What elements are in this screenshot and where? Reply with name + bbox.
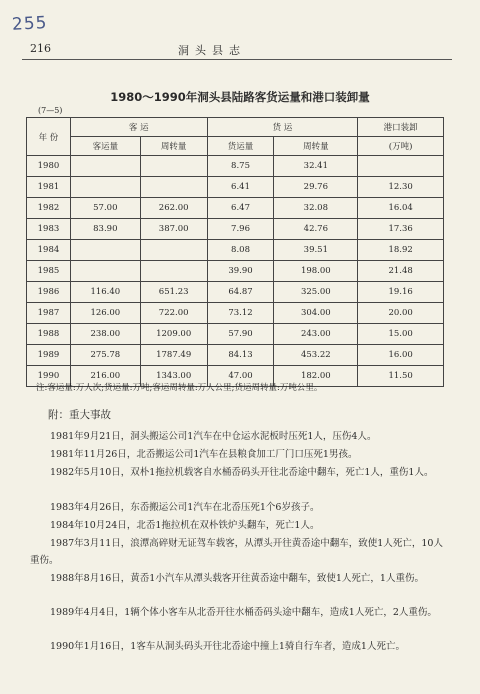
section-title: 附：重大事故 (48, 409, 111, 421)
event-paragraph: 1983年4月26日，东岙搬运公司1汽车在北岙压死1个6岁孩子。 (50, 502, 320, 513)
cell-p-vol: 275.78 (70, 345, 140, 366)
cell-p-vol (70, 240, 140, 261)
cell-f-vol: 8.75 (207, 156, 274, 177)
cell-p-turn: 1787.49 (140, 345, 207, 366)
event-paragraph: 1989年4月4日，1辆个体小客车从北岙开往水桶岙码头途中翻车，造成1人死亡，2人重伤。 (50, 607, 437, 618)
cell-port: 11.50 (358, 366, 444, 387)
header-rule (22, 59, 452, 60)
statistics-table (26, 117, 444, 387)
cell-year: 1990 (27, 366, 71, 387)
cell-p-vol (70, 156, 140, 177)
cell-year: 1980 (27, 156, 71, 177)
cell-f-turn: 182.00 (274, 366, 358, 387)
table-row (27, 303, 444, 324)
cell-p-vol: 116.40 (70, 282, 140, 303)
cell-f-turn: 42.76 (274, 219, 358, 240)
cell-f-turn: 39.51 (274, 240, 358, 261)
event-paragraph: 1988年8月16日，黄岙1小汽车从潭头载客开往黄岙途中翻车，致使1人死亡，1人重伤。 (50, 573, 424, 584)
cell-p-turn (140, 240, 207, 261)
table-number: (7—5) (38, 106, 63, 115)
cell-f-vol: 47.00 (207, 366, 274, 387)
cell-port: 21.48 (358, 261, 444, 282)
cell-port: 12.30 (358, 177, 444, 198)
col-header-freight-volume: 货运量 (207, 137, 274, 156)
cell-p-vol: 216.00 (70, 366, 140, 387)
col-header-passenger-volume: 客运量 (70, 137, 140, 156)
cell-p-vol: 238.00 (70, 324, 140, 345)
cell-p-turn (140, 261, 207, 282)
cell-p-vol (70, 177, 140, 198)
cell-f-vol: 64.87 (207, 282, 274, 303)
cell-f-vol: 7.96 (207, 219, 274, 240)
table-title: 1980～1990年洞头县陆路客货运量和港口装卸量 (110, 90, 370, 104)
cell-year: 1987 (27, 303, 71, 324)
cell-p-turn (140, 156, 207, 177)
cell-p-turn: 722.00 (140, 303, 207, 324)
cell-port: 16.00 (358, 345, 444, 366)
cell-year: 1986 (27, 282, 71, 303)
table-row (27, 261, 444, 282)
table-row (27, 177, 444, 198)
cell-f-turn: 453.22 (274, 345, 358, 366)
event-paragraph: 1987年3月11日，浪潭高碎财无证驾车载客，从潭头开往黄岙途中翻车，致使1人死亡，10人重伤。 (30, 538, 443, 566)
col-header-port-unit: (万吨) (358, 137, 444, 156)
table-row (27, 156, 444, 177)
cell-p-vol (70, 261, 140, 282)
cell-p-turn: 651.23 (140, 282, 207, 303)
cell-f-vol: 57.90 (207, 324, 274, 345)
cell-f-turn: 304.00 (274, 303, 358, 324)
cell-year: 1988 (27, 324, 71, 345)
col-header-passenger-turnover: 周转量 (140, 137, 207, 156)
cell-p-turn: 1209.00 (140, 324, 207, 345)
cell-f-vol: 73.12 (207, 303, 274, 324)
col-header-port: 港口装卸 (358, 118, 444, 137)
cell-port: 20.00 (358, 303, 444, 324)
cell-port: 18.92 (358, 240, 444, 261)
cell-p-turn: 262.00 (140, 198, 207, 219)
cell-year: 1982 (27, 198, 71, 219)
header-row-2 (27, 137, 444, 156)
cell-f-turn: 29.76 (274, 177, 358, 198)
cell-f-vol: 8.08 (207, 240, 274, 261)
cell-p-turn (140, 177, 207, 198)
cell-port: 17.36 (358, 219, 444, 240)
table-row (27, 324, 444, 345)
cell-year: 1985 (27, 261, 71, 282)
cell-p-vol: 57.00 (70, 198, 140, 219)
cell-p-turn: 1343.00 (140, 366, 207, 387)
cell-p-vol: 83.90 (70, 219, 140, 240)
col-header-year: 年 份 (27, 118, 71, 156)
cell-f-vol: 84.13 (207, 345, 274, 366)
table-row (27, 345, 444, 366)
cell-year: 1983 (27, 219, 71, 240)
cell-p-turn: 387.00 (140, 219, 207, 240)
cell-f-turn: 32.41 (274, 156, 358, 177)
table-row (27, 198, 444, 219)
table-body (27, 156, 444, 387)
cell-year: 1981 (27, 177, 71, 198)
table-row (27, 282, 444, 303)
cell-port (358, 156, 444, 177)
cell-port: 15.00 (358, 324, 444, 345)
cell-year: 1989 (27, 345, 71, 366)
event-paragraph: 1990年1月16日，1客车从洞头码头开往北岙途中撞上1骑自行车者，造成1人死亡。 (50, 641, 405, 652)
event-paragraph: 1981年9月21日，洞头搬运公司1汽车在中仓运水泥板时压死1人，压伤4人。 (50, 431, 377, 442)
cell-f-vol: 39.90 (207, 261, 274, 282)
cell-f-turn: 325.00 (274, 282, 358, 303)
cell-f-vol: 6.47 (207, 198, 274, 219)
page-number: 216 (30, 42, 51, 55)
header-row-1 (27, 118, 444, 137)
table-row (27, 240, 444, 261)
col-header-freight: 货 运 (207, 118, 358, 137)
cell-f-vol: 6.41 (207, 177, 274, 198)
cell-p-vol: 126.00 (70, 303, 140, 324)
event-paragraph: 1981年11月26日，北岙搬运公司1汽车在县粮食加工厂门口压死1男孩。 (50, 449, 358, 460)
cell-f-turn: 198.00 (274, 261, 358, 282)
cell-f-turn: 243.00 (274, 324, 358, 345)
table-row (27, 219, 444, 240)
cell-port: 16.04 (358, 198, 444, 219)
event-paragraph: 1982年5月10日，双朴1拖拉机载客自水桶岙码头开往北岙途中翻车，死亡1人，重伤1人。 (50, 467, 434, 478)
cell-f-turn: 32.08 (274, 198, 358, 219)
col-header-passenger: 客 运 (70, 118, 207, 137)
running-header: 洞头县志 (178, 44, 246, 57)
col-header-freight-turnover: 周转量 (274, 137, 358, 156)
table-note: 注:客运量:万人次;货运量:万吨;客运周转量:万人公里;货运周转量:万吨公里。 (36, 383, 323, 393)
cell-year: 1984 (27, 240, 71, 261)
event-paragraph: 1984年10月24日，北岙1拖拉机在双朴铁炉头翻车，死亡1人。 (50, 520, 320, 531)
handwritten-page-number: 255 (11, 13, 48, 35)
cell-port: 19.16 (358, 282, 444, 303)
